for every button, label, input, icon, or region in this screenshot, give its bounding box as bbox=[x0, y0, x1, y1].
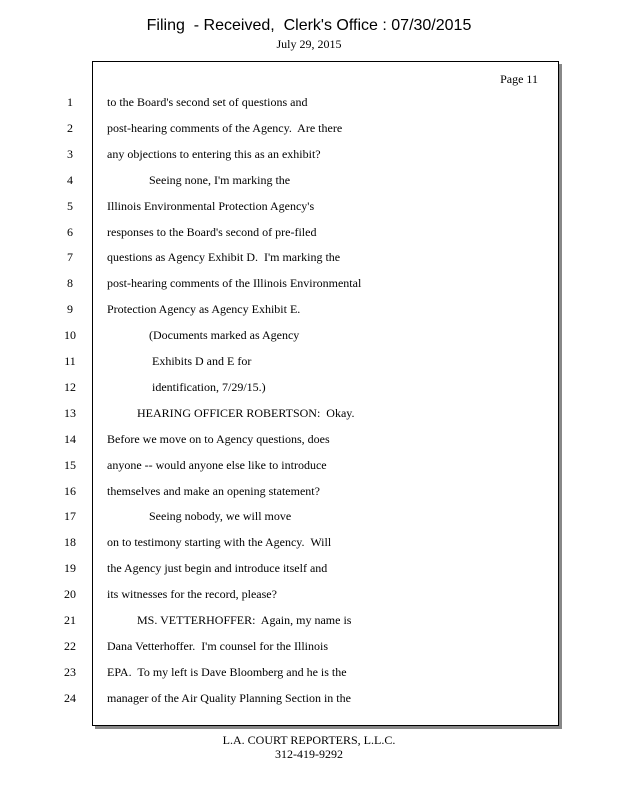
line-text: Illinois Environmental Protection Agency's bbox=[107, 198, 315, 213]
line-text: on to testimony starting with the Agency. Will bbox=[107, 535, 332, 550]
reporter-phone: 312-419-9292 bbox=[275, 747, 343, 761]
line-text: EPA. To my left is Dave Bloomberg and he is the bbox=[107, 664, 347, 679]
line-number: 16 bbox=[64, 483, 76, 498]
line-text: questions as Agency Exhibit D. I'm marking the bbox=[107, 250, 341, 265]
line-text: post-hearing comments of the Illinois Environmental bbox=[107, 276, 362, 291]
line-number: 11 bbox=[64, 354, 76, 368]
line-number: 15 bbox=[64, 457, 76, 472]
line-text: anyone -- would anyone else like to introduce bbox=[107, 457, 327, 472]
line-number: 19 bbox=[64, 561, 76, 576]
line-text: Protection Agency as Agency Exhibit E. bbox=[107, 302, 301, 317]
line-number: 20 bbox=[64, 587, 76, 602]
reporter-company: L.A. COURT REPORTERS, L.L.C. bbox=[222, 733, 396, 747]
line-text: the Agency just begin and introduce itself and bbox=[107, 561, 328, 576]
line-text: themselves and make an opening statement? bbox=[107, 483, 320, 498]
line-number: 1 bbox=[67, 95, 73, 109]
line-number: 10 bbox=[64, 328, 76, 343]
line-number: 13 bbox=[64, 405, 76, 420]
line-number: 17 bbox=[64, 509, 76, 524]
line-text: any objections to entering this as an exhibit? bbox=[107, 146, 321, 161]
line-number: 2 bbox=[67, 120, 73, 135]
transcript-date: July 29, 2015 bbox=[276, 37, 342, 51]
line-number: 23 bbox=[64, 664, 76, 679]
line-text: (Documents marked as Agency bbox=[107, 328, 300, 343]
filing-stamp: Filing - Received, Clerk's Office : 07/30/2015 bbox=[146, 17, 472, 34]
line-number: 24 bbox=[64, 690, 76, 705]
line-text: Seeing none, I'm marking the bbox=[107, 172, 291, 187]
line-number: 8 bbox=[67, 276, 73, 291]
line-text: identification, 7/29/15.) bbox=[107, 379, 266, 394]
line-number: 4 bbox=[67, 172, 73, 187]
line-number: 12 bbox=[64, 379, 76, 394]
line-text: its witnesses for the record, please? bbox=[107, 587, 277, 602]
footer bbox=[0, 733, 618, 761]
line-number: 18 bbox=[64, 535, 76, 550]
line-text: responses to the Board's second of pre-filed bbox=[107, 224, 317, 239]
line-number: 3 bbox=[67, 146, 73, 161]
line-text: to the Board's second set of questions and bbox=[107, 95, 308, 109]
page-number: Page 11 bbox=[500, 72, 538, 86]
line-number: 7 bbox=[67, 250, 73, 265]
line-text: post-hearing comments of the Agency. Are there bbox=[107, 120, 343, 135]
line-number: 6 bbox=[67, 224, 73, 239]
line-text: Exhibits D and E for bbox=[107, 354, 252, 368]
line-number: 14 bbox=[64, 431, 76, 446]
line-number: 21 bbox=[64, 613, 76, 627]
line-number: 9 bbox=[67, 302, 73, 317]
line-text: Before we move on to Agency questions, does bbox=[107, 431, 330, 446]
line-number: 5 bbox=[67, 198, 73, 213]
line-text: Dana Vetterhoffer. I'm counsel for the Illinois bbox=[107, 638, 328, 653]
line-number: 22 bbox=[64, 638, 76, 653]
line-text: MS. VETTERHOFFER: Again, my name is bbox=[107, 613, 352, 627]
line-text: manager of the Air Quality Planning Section in the bbox=[107, 690, 351, 705]
line-text: HEARING OFFICER ROBERTSON: Okay. bbox=[107, 405, 355, 420]
line-text: Seeing nobody, we will move bbox=[107, 509, 292, 524]
